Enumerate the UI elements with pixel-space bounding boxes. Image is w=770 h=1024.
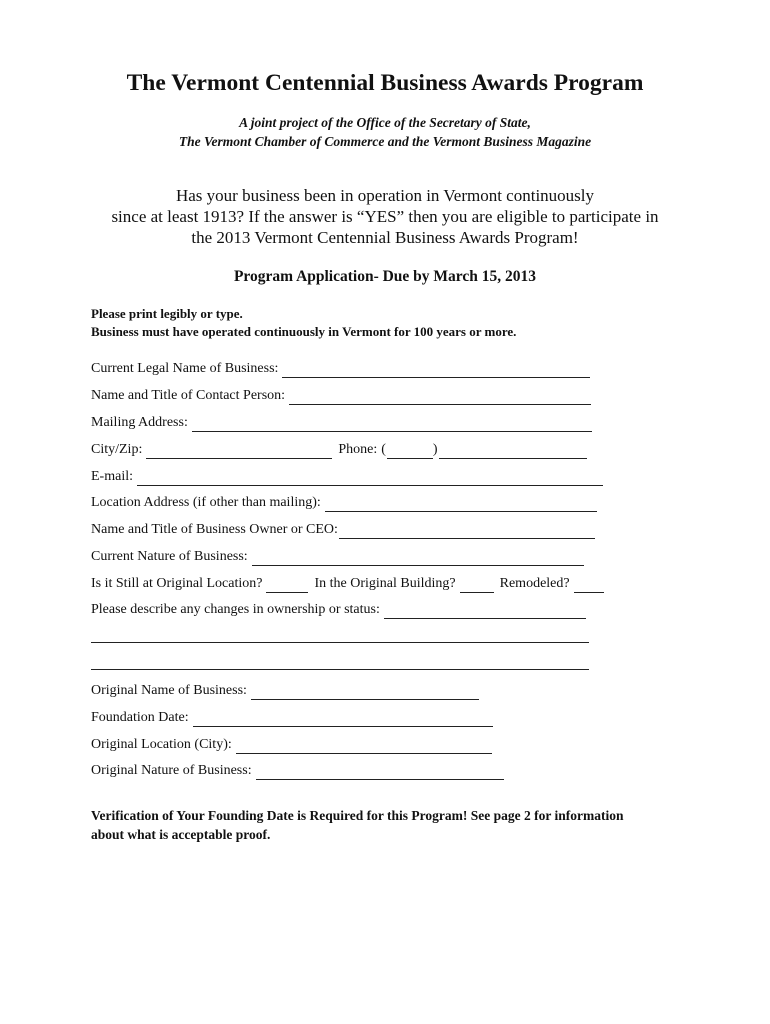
document-title: The Vermont Centennial Business Awards Program [126,70,644,96]
changes-continuation-line-2[interactable] [91,669,589,670]
owner-field[interactable] [339,524,595,539]
email-label: E-mail: [91,469,133,484]
application-heading: Program Application- Due by March 15, 2013 [233,268,537,285]
email-row [91,468,603,486]
foundation-date-field[interactable] [193,712,493,727]
original-city-row [91,736,492,754]
original-name-field[interactable] [251,685,479,700]
phone-area-code-field[interactable] [387,444,433,459]
original-location-row [91,575,604,593]
verification-notice: Verification of Your Founding Date is Required for this Program! See page 2 for information about what is acceptable proof. [91,808,624,842]
original-name-label: Original Name of Business: [91,683,247,698]
changes-row [91,601,586,619]
intro-line-1: Has your business been in operation in Vermont continuously [175,186,595,205]
mailing-address-row [91,414,592,432]
city-zip-field[interactable] [146,444,332,459]
location-address-field[interactable] [325,497,597,512]
remodeled-question: Remodeled? [499,576,570,591]
legal-name-label: Current Legal Name of Business: [91,361,279,376]
contact-person-field[interactable] [289,390,591,405]
original-building-field[interactable] [460,578,494,593]
phone-number-field[interactable] [439,444,587,459]
intro-line-2: since at least 1913? If the answer is “YES” then you are eligible to participate in [111,207,659,226]
original-city-label: Original Location (City): [91,737,232,752]
instruction-print: Please print legibly or type. [91,306,243,321]
mailing-address-field[interactable] [192,417,592,432]
original-city-field[interactable] [236,739,492,754]
original-name-row [91,682,479,700]
location-address-label: Location Address (if other than mailing): [91,495,321,510]
original-building-question: In the Original Building? [314,576,456,591]
foundation-date-row [91,709,493,727]
owner-row [91,521,595,539]
phone-label: Phone: [338,442,378,457]
email-field[interactable] [137,471,603,486]
city-phone-row [91,441,587,459]
original-location-field[interactable] [266,578,308,593]
changes-continuation-line-1[interactable] [91,642,589,643]
changes-field[interactable] [384,604,586,619]
subtitle-line-2: The Vermont Chamber of Commerce and the Vermont Business Magazine [178,134,592,149]
legal-name-row [91,360,590,378]
current-nature-row [91,548,584,566]
instruction-eligibility: Business must have operated continuously in Vermont for 100 years or more. [91,324,517,339]
subtitle-line-1: A joint project of the Office of the Secretary of State, [239,115,531,130]
legal-name-field[interactable] [282,363,590,378]
contact-person-label: Name and Title of Contact Person: [91,388,286,403]
owner-label: Name and Title of Business Owner or CEO: [91,522,338,537]
mailing-address-label: Mailing Address: [91,415,188,430]
original-location-question: Is it Still at Original Location? [91,576,263,591]
changes-label: Please describe any changes in ownership or status: [91,602,380,617]
phone-open-paren: ( [381,442,386,457]
current-nature-field[interactable] [252,551,584,566]
city-zip-label: City/Zip: [91,442,143,457]
intro-line-3: the 2013 Vermont Centennial Business Awards Program! [191,228,579,247]
original-nature-row [91,762,504,780]
foundation-date-label: Foundation Date: [91,710,189,725]
remodeled-field[interactable] [574,578,604,593]
location-address-row [91,494,597,512]
contact-person-row [91,387,591,405]
original-nature-label: Original Nature of Business: [91,763,252,778]
current-nature-label: Current Nature of Business: [91,549,248,564]
original-nature-field[interactable] [256,765,504,780]
phone-close-paren: ) [432,442,438,457]
